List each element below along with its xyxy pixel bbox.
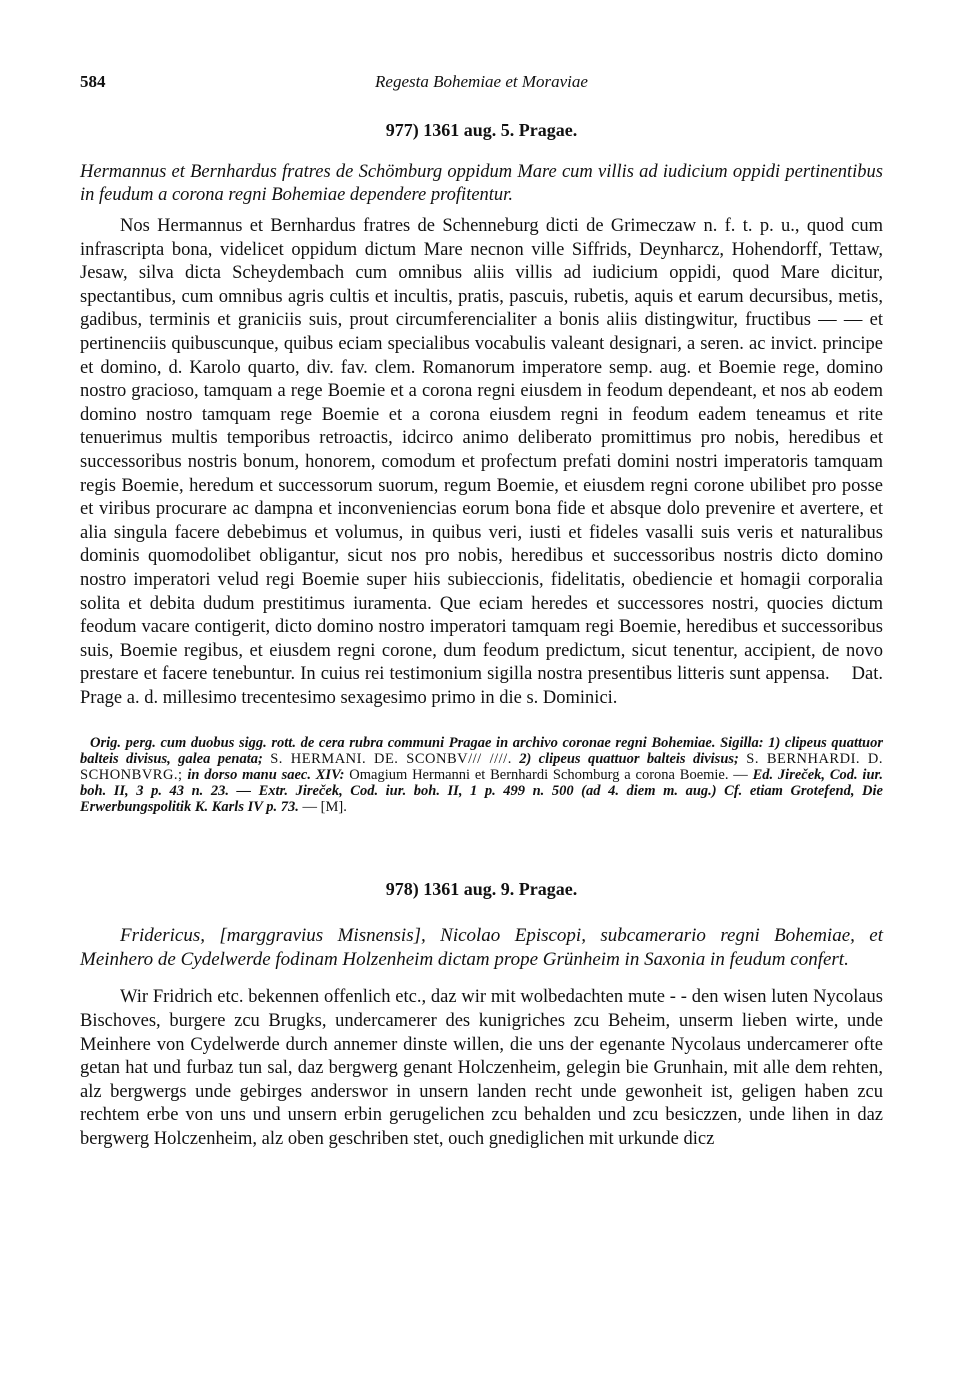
apparatus-seal-1-legend: S. HERMANI. DE. SCONBV/// ////.	[270, 751, 512, 768]
entry-977-regest: Hermannus et Bernhardus fratres de Schömburg oppidum Mare cum villis ad iudicium oppidi pertinentibus in feudum a corona regni Bohemiae dependere profitentur.	[80, 162, 883, 205]
apparatus-seal-2-legend: S. BERNHARDI. D. SCHONBVRG.;	[80, 751, 884, 784]
entry-977-heading: 977) 1361 aug. 5. Pragae.	[385, 120, 578, 140]
apparatus-provenance: Orig. perg. cum duobus sigg. rott. de cera rubra communi Pragae in archivo coronae regni Bohemiae. Sigilla: 1) clipeus quattuor balteis divisus, galea penata;	[80, 735, 883, 768]
document-page	[80, 72, 883, 1152]
entry-977-text-main: Nos Hermannus et Bernhardus fratres de Schenneburg dicti de Grimeczaw n. f. t. p. u., quod cum infrascripta bona, videlicet oppidum dictum Mare necnon ville Siffrids, Deynharcz, Hohendorff, Tettaw, Jesaw, silva dicta Scheydembach cum omnibus aliis villis ad iudicium oppidi, quod Mare dicitur, spectantibus, cum omnibus agris cultis et incultis, pratis, pascuis, rubetis, aquis et earum decursibus, metis, gadibus, terminis et graniciis suis, prout circumferencialiter a bonis aliis distingwitur, fructibus — — et pertinenciis quibuscunque, quibus eciam specialibus vocabulis valeant designari, a seren. ac invict. principe et domino, d. Karolo quarto, div. fav. clem. Romanorum imperatore semp. aug. et Boemie rege, domino nostro gracioso, tamquam a rege Boemie et a corona regni eiusdem in feodum dependeant, et nos ab eodem domino nostro tamquam rege Boemie et a corona eiusdem regni in feodum eadem teneamus et rite tenuerimus multis temporibus retroactis, idcirco animo deliberato promittimus pro nobis, heredibus et successoribus nostris bonum, honorem, comodum et profectum prefati domini nostri imperatoris tamquam regis Boemie, heredum et successorum suorum, regum Boemie, et eiusdem regni corone ubilibet pro posse et viribus procurare ac dampna et inconveniencias eorum bona fide et absque dolo prevenire et avertere, et alia singula facere debebimus et volumus, in quibus veri, iusti et fideles vasalli suis veris et naturalibus dominis quomodolibet obligantur, sicut nos pro nobis, heredibus et successoribus nostris dicto domino nostro imperatori velud regi Boemie super hiis subieccionis, fidelitatis, obediencie et homagii corporalia solita et debita dudum prestitimus iuramenta. Que eciam heredes et successores nostri, quocies dictum feodum vacare contigerit, dicto domino nostro imperatori tamquam regi Boemie, heredibus et successoribus suis, Boemie regibus, et eiusdem regni corone, dum feodum predictum, sicut tenentur, accipient, de novo prestare et facere tenebuntur. In cuius rei testimonium sigilla nostra presentibus litteris sunt appensa.	[80, 216, 883, 685]
page-number: 584	[80, 72, 106, 91]
apparatus-siglum: — [M].	[302, 798, 347, 815]
running-title: Regesta Bohemiae et Moraviae	[375, 72, 588, 91]
running-head	[80, 72, 883, 106]
entry-978-text: Wir Fridrich etc. bekennen offenlich etc., daz wir mit wolbedachten mute - - den wisen luten Nycolaus Bischoves, burgere zcu Brugks, undercamerer des kunigriches zcu Beheim, unserm lieben wirte, unde Meinhere von Cydelwerde durch annemer dinste willen, die uns der egenante Nycolaus undercamerer ofte getan hat und furbaz tun sal, daz bergwerg genant Holczenheim, gelegin bie Grunhain, mit alle dem rehten, alz bergwergs unde gebirges anderswor in unsern landen recht unde gewonheit ist, geligen haben zcu rechtem erbe von uns und unsern erbin gerugelichen zcu behalden und zcu besiczzen, unde lihen in daz bergwerg Holczenheim, alz oben geschriben stet, ouch gnediglichen mit urkunde dicz	[80, 987, 883, 1150]
entry-977-apparatus	[80, 736, 883, 815]
entry-977-dating: Dat. Prage a. d. millesimo trecentesimo sexagesimo primo in die s. Dominici.	[80, 664, 883, 708]
apparatus-dorsal-note-label: in dorso manu saec. XIV:	[187, 767, 345, 784]
entry-977-text	[80, 215, 883, 710]
entry-978-regest: Fridericus, [marggravius Misnensis], Nicolao Episcopi, subcamerario regni Bohemiae, et Meinhero de Cydelwerde fodinam Holzenheim dictam prope Grünheim in Saxonia in feudum confert.	[80, 925, 883, 970]
apparatus-editions: Ed. Jireček, Cod. iur. boh. II, 3 p. 43 n. 23. — Extr. Jireček, Cod. iur. boh. II, 1 p. 499 n. 500 (ad 4. diem m. aug.) Cf. etiam Grotefend, Die Erwerbungspolitik K. Karls IV p. 73.	[80, 767, 883, 815]
entry-978-heading: 978) 1361 aug. 9. Pragae.	[385, 879, 578, 900]
apparatus-seal-2: 2) clipeus quattuor balteis divisus;	[519, 751, 739, 768]
apparatus-dorsal-note: Omagium Hermanni et Bernhardi Schomburg a corona Boemie. —	[349, 767, 748, 784]
